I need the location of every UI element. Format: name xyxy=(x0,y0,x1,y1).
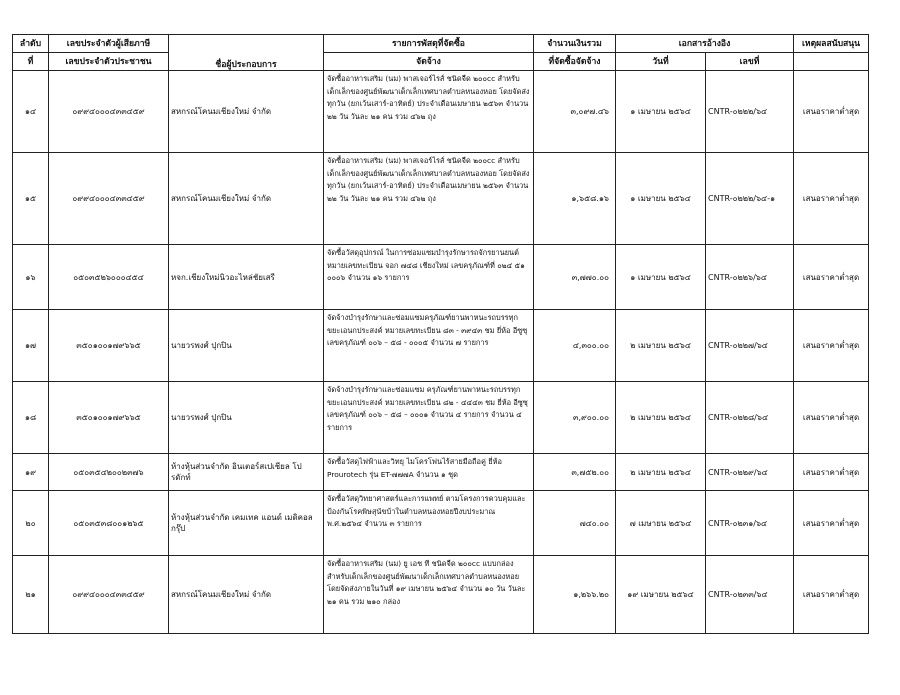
table-row xyxy=(13,556,869,634)
header-vendor-label: ชื่อผู้ประกอบการ xyxy=(215,60,277,70)
cell-vendor: สหกรณ์โคนมเชียงใหม่ จำกัด xyxy=(169,71,324,153)
cell-date: ๑ เมษายน ๒๕๖๔ xyxy=(616,153,706,245)
header-row-1 xyxy=(13,35,869,53)
cell-amount: ๗๔๐.๐๐ xyxy=(534,491,616,556)
header-taxid-1: เลขประจำตัวผู้เสียภาษี xyxy=(49,35,169,53)
header-ref: เอกสารอ้างอิง xyxy=(616,35,794,53)
header-reason: เหตุผลสนับสนุน xyxy=(794,35,869,53)
cell-vendor: ห้างหุ้นส่วนจำกัด เคมเทค แอนด์ เมดิคอล กรุ๊ป xyxy=(169,491,324,556)
table-row xyxy=(13,245,869,310)
header-items-2: จัดจ้าง xyxy=(324,53,534,71)
cell-date: ๑ เมษายน ๒๕๖๔ xyxy=(616,245,706,310)
cell-desc: จัดซื้ออาหารเสริม (นม) พาสเจอร์ไรส์ ชนิดจืด ๒๐๐cc สำหรับเด็กเล็กของศูนย์พัฒนาเด็กเล็กเทศบาลตำบลหนองหอย โดยจัดส่งทุกวัน (ยกเว้นเสาร์-อาทิตย์) ประจำเดือนเมษายน ๒๕๖๓ จำนวน ๒๒ วัน วันละ ๒๑ คน รวม ๔๖๒ ถุง xyxy=(324,71,534,153)
header-amount-2: ที่จัดซื้อจัดจ้าง xyxy=(534,53,616,71)
header-items-1: รายการพัสดุที่จัดซื้อ xyxy=(324,35,534,53)
cell-vendor: หจก.เชียงใหม่นิวอะไหล่ชัยเสรี xyxy=(169,245,324,310)
cell-reason: เสนอราคาต่ำสุด xyxy=(794,382,869,454)
header-no-1: ลำดับ xyxy=(13,35,49,53)
cell-reason: เสนอราคาต่ำสุด xyxy=(794,71,869,153)
cell-reason: เสนอราคาต่ำสุด xyxy=(794,310,869,382)
header-reason-2 xyxy=(794,53,869,71)
table-row xyxy=(13,382,869,454)
cell-date: ๒ เมษายน ๒๕๖๔ xyxy=(616,310,706,382)
cell-date: ๒ เมษายน ๒๕๖๔ xyxy=(616,454,706,491)
cell-amount: ๑,๖๕๘.๑๖ xyxy=(534,153,616,245)
cell-no: ๑๙ xyxy=(13,454,49,491)
cell-docno: CNTR-๐๒๒๙/๖๔ xyxy=(706,454,794,491)
cell-vendor: ห้างหุ้นส่วนจำกัด อินเตอร์สเปเชียล โปรดักท์ xyxy=(169,454,324,491)
cell-desc: จัดซื้ออาหารเสริม (นม) พาสเจอร์ไรส์ ชนิดจืด ๒๐๐cc สำหรับเด็กเล็กของศูนย์พัฒนาเด็กเล็กเทศบาลตำบลหนองหอย โดยจัดส่งทุกวัน (ยกเว้นเสาร์-อาทิตย์) ประจำเดือนเมษายน ๒๕๖๓ จำนวน ๒๒ วัน วันละ ๒๑ คน รวม ๔๖๒ ถุง xyxy=(324,153,534,245)
cell-vendor: สหกรณ์โคนมเชียงใหม่ จำกัด xyxy=(169,153,324,245)
cell-docno: CNTR-๐๒๓๑/๖๔ xyxy=(706,491,794,556)
cell-no: ๑๗ xyxy=(13,310,49,382)
cell-reason: เสนอราคาต่ำสุด xyxy=(794,245,869,310)
cell-docno: CNTR-๐๒๒๗/๖๔ xyxy=(706,310,794,382)
cell-docno: CNTR-๐๒๒๖/๖๔ xyxy=(706,245,794,310)
cell-vendor: สหกรณ์โคนมเชียงใหม่ จำกัด xyxy=(169,556,324,634)
header-date: วันที่ xyxy=(616,53,706,71)
table-row xyxy=(13,454,869,491)
cell-no: ๑๖ xyxy=(13,245,49,310)
cell-date: ๗ เมษายน ๒๕๖๔ xyxy=(616,491,706,556)
table-row xyxy=(13,153,869,245)
cell-docno: CNTR-๐๒๓๓/๖๔ xyxy=(706,556,794,634)
table-row xyxy=(13,71,869,153)
cell-docno: CNTR-๐๒๒๘/๖๔ xyxy=(706,382,794,454)
cell-amount: ๔,๓๐๐.๐๐ xyxy=(534,310,616,382)
cell-desc: จัดจ้างบำรุงรักษาและซ่อมแซม ครุภัณฑ์ยานพาหนะรถบรรทุกขยะเอนกประสงค์ หมายเลขทะเบียน ๘๒ - ๔๔๔๓ ชม ยี่ห้อ อีซูซุ เลขครุภัณฑ์ ๐๐๖ – ๕๘ – ๐๐๐๑ จำนวน ๔ รายการ จำนวน ๔ รายการ xyxy=(324,382,534,454)
table-body xyxy=(13,71,869,634)
cell-no: ๑๔ xyxy=(13,71,49,153)
cell-docno: CNTR-๐๒๒๒/๖๔-๑ xyxy=(706,153,794,245)
cell-amount: ๓,๗๕๒.๐๐ xyxy=(534,454,616,491)
cell-taxid: ๓๕๐๑๐๐๑๗๙๖๖๕ xyxy=(49,310,169,382)
header-taxid-2: เลขประจำตัวประชาชน xyxy=(49,53,169,71)
cell-date: ๒ เมษายน ๒๕๖๔ xyxy=(616,382,706,454)
cell-amount: ๑,๒๖๖.๒๐ xyxy=(534,556,616,634)
header-amount-1: จำนวนเงินรวม xyxy=(534,35,616,53)
cell-amount: ๓,๐๙๗.๔๖ xyxy=(534,71,616,153)
cell-no: ๑๕ xyxy=(13,153,49,245)
cell-desc: จัดซื้อวัสดุวิทยาศาสตร์และการแพทย์ ตามโครงการควบคุมและป้องกันโรคพิษสุนัขบ้าในตำบลหนองหอยปีงบประมาณ พ.ศ.๒๕๖๔ จำนวน ๓ รายการ xyxy=(324,491,534,556)
cell-reason: เสนอราคาต่ำสุด xyxy=(794,556,869,634)
cell-taxid: ๐๕๐๓๕๔๒๐๐๒๓๗๖ xyxy=(49,454,169,491)
cell-taxid: ๐๙๙๔๐๐๐๔๓๓๔๕๙ xyxy=(49,556,169,634)
cell-docno: CNTR-๐๒๒๒/๖๔ xyxy=(706,71,794,153)
cell-taxid: ๐๕๐๓๕๓๘๐๐๑๒๖๕ xyxy=(49,491,169,556)
cell-reason: เสนอราคาต่ำสุด xyxy=(794,153,869,245)
cell-desc: จัดซื้ออาหารเสริม (นม) ยู เอช ที ชนิดจืด ๒๐๐cc แบบกล่อง สำหรับเด็กเล็กของศูนย์พัฒนาเด็กเล็กเทศบาลตำบลหนองหอย โดยจัดส่งภายในวันที่ ๑๙ เมษายน ๒๕๖๔ จำนวน ๑๐ วัน วันละ ๒๑ คน รวม ๒๑๐ กล่อง xyxy=(324,556,534,634)
cell-date: ๑ เมษายน ๒๕๖๔ xyxy=(616,71,706,153)
cell-taxid: ๐๙๙๔๐๐๐๔๓๓๔๕๙ xyxy=(49,71,169,153)
cell-reason: เสนอราคาต่ำสุด xyxy=(794,491,869,556)
cell-reason: เสนอราคาต่ำสุด xyxy=(794,454,869,491)
cell-vendor: นายวรพงศ์ ปุกปิน xyxy=(169,382,324,454)
cell-amount: ๓,๗๗๐.๐๐ xyxy=(534,245,616,310)
header-vendor xyxy=(169,35,324,71)
table-row xyxy=(13,310,869,382)
cell-taxid: ๓๕๐๑๐๐๑๗๙๖๖๕ xyxy=(49,382,169,454)
procurement-table xyxy=(12,34,869,634)
header-row-2 xyxy=(13,53,869,71)
cell-desc: จัดจ้างบำรุงรักษาและซ่อมแซมครุภัณฑ์ยานพาหนะรถบรรทุกขยะเอนกประสงค์ หมายเลขทะเบียน ๘๓ - ๓๙๔๓ ชม ยี่ห้อ อีซูซุ เลขครุภัณฑ์ ๐๐๖ – ๕๘ - ๐๐๐๕ จำนวน ๗ รายการ xyxy=(324,310,534,382)
cell-no: ๑๘ xyxy=(13,382,49,454)
cell-desc: จัดซื้อวัสดุไฟฟ้าและวิทยุ ไมโครโฟนไร้สายมือถือคู่ ยี่ห้อ Prourotech รุ่น ET-๗๗๗A จำนวน ๑ ชุด xyxy=(324,454,534,491)
cell-desc: จัดซื้อวัสดุอุปกรณ์ ในการซ่อมแซมบำรุงรักษารถจักรยานยนต์ หมายเลขทะเบียน จอก ๗๔๘ เชียงใหม่ เลขครุภัณฑ์ที่ ๐๒๔ ๕๑ ๐๐๐๖ จำนวน ๑๖ รายการ xyxy=(324,245,534,310)
cell-vendor: นายวรพงศ์ ปุกปิน xyxy=(169,310,324,382)
header-docno: เลขที่ xyxy=(706,53,794,71)
table-row xyxy=(13,491,869,556)
cell-no: ๒๑ xyxy=(13,556,49,634)
cell-taxid: ๐๕๐๓๕๒๖๐๐๐๔๕๔ xyxy=(49,245,169,310)
cell-amount: ๓,๙๐๐.๐๐ xyxy=(534,382,616,454)
cell-no: ๒๐ xyxy=(13,491,49,556)
cell-date: ๑๙ เมษายน ๒๕๖๔ xyxy=(616,556,706,634)
cell-taxid: ๐๙๙๔๐๐๐๔๓๓๔๕๙ xyxy=(49,153,169,245)
header-no-2: ที่ xyxy=(13,53,49,71)
